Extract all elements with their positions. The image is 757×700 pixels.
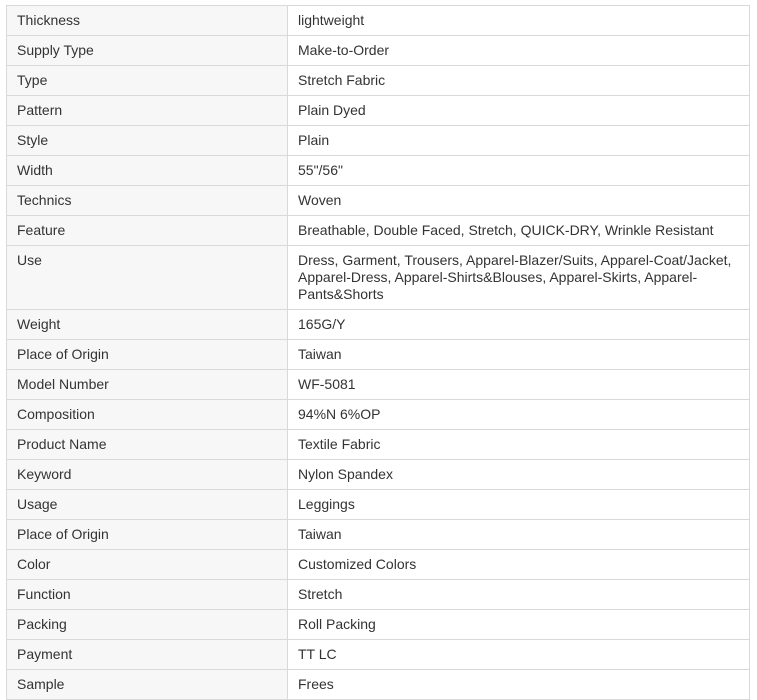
spec-value: Breathable, Double Faced, Stretch, QUICK-DRY, Wrinkle Resistant bbox=[288, 216, 750, 246]
spec-label: Thickness bbox=[7, 6, 288, 36]
table-row bbox=[7, 66, 750, 96]
table-row bbox=[7, 400, 750, 430]
spec-label: Use bbox=[7, 246, 288, 310]
spec-label: Place of Origin bbox=[7, 520, 288, 550]
table-row bbox=[7, 36, 750, 66]
spec-value: Woven bbox=[288, 186, 750, 216]
spec-label: Type bbox=[7, 66, 288, 96]
spec-label: Weight bbox=[7, 310, 288, 340]
spec-label: Sample bbox=[7, 670, 288, 700]
table-row bbox=[7, 580, 750, 610]
spec-label: Packing bbox=[7, 610, 288, 640]
spec-value: Customized Colors bbox=[288, 550, 750, 580]
spec-value: WF-5081 bbox=[288, 370, 750, 400]
spec-label: Keyword bbox=[7, 460, 288, 490]
spec-value: Plain Dyed bbox=[288, 96, 750, 126]
spec-value: Roll Packing bbox=[288, 610, 750, 640]
table-row bbox=[7, 216, 750, 246]
spec-value: Stretch bbox=[288, 580, 750, 610]
spec-value: Plain bbox=[288, 126, 750, 156]
spec-label: Product Name bbox=[7, 430, 288, 460]
table-row bbox=[7, 460, 750, 490]
table-row bbox=[7, 310, 750, 340]
spec-label: Composition bbox=[7, 400, 288, 430]
spec-label: Model Number bbox=[7, 370, 288, 400]
table-row bbox=[7, 520, 750, 550]
product-spec-table bbox=[6, 5, 750, 700]
table-row bbox=[7, 670, 750, 700]
table-row bbox=[7, 610, 750, 640]
spec-value: Make-to-Order bbox=[288, 36, 750, 66]
spec-value: 165G/Y bbox=[288, 310, 750, 340]
spec-value: Taiwan bbox=[288, 520, 750, 550]
spec-value: Stretch Fabric bbox=[288, 66, 750, 96]
spec-label: Pattern bbox=[7, 96, 288, 126]
spec-label: Usage bbox=[7, 490, 288, 520]
spec-value: Frees bbox=[288, 670, 750, 700]
table-row bbox=[7, 156, 750, 186]
table-row bbox=[7, 96, 750, 126]
spec-label: Function bbox=[7, 580, 288, 610]
spec-value: lightweight bbox=[288, 6, 750, 36]
spec-value: TT LC bbox=[288, 640, 750, 670]
spec-label: Supply Type bbox=[7, 36, 288, 66]
spec-value: 55"/56" bbox=[288, 156, 750, 186]
table-row bbox=[7, 340, 750, 370]
spec-value: Nylon Spandex bbox=[288, 460, 750, 490]
spec-value: Taiwan bbox=[288, 340, 750, 370]
table-row bbox=[7, 430, 750, 460]
table-row bbox=[7, 490, 750, 520]
spec-label: Feature bbox=[7, 216, 288, 246]
table-row bbox=[7, 186, 750, 216]
spec-label: Place of Origin bbox=[7, 340, 288, 370]
table-row bbox=[7, 640, 750, 670]
spec-label: Technics bbox=[7, 186, 288, 216]
spec-value: 94%N 6%OP bbox=[288, 400, 750, 430]
table-row bbox=[7, 126, 750, 156]
table-row bbox=[7, 550, 750, 580]
spec-value: Textile Fabric bbox=[288, 430, 750, 460]
table-row bbox=[7, 246, 750, 310]
table-row bbox=[7, 6, 750, 36]
spec-label: Color bbox=[7, 550, 288, 580]
spec-label: Style bbox=[7, 126, 288, 156]
spec-value: Leggings bbox=[288, 490, 750, 520]
table-row bbox=[7, 370, 750, 400]
spec-label: Payment bbox=[7, 640, 288, 670]
spec-value: Dress, Garment, Trousers, Apparel-Blazer/Suits, Apparel-Coat/Jacket, Apparel-Dress, Apparel-Shirts&Blouses, Apparel-Skirts, Apparel-Pants&Shorts bbox=[288, 246, 750, 310]
spec-label: Width bbox=[7, 156, 288, 186]
